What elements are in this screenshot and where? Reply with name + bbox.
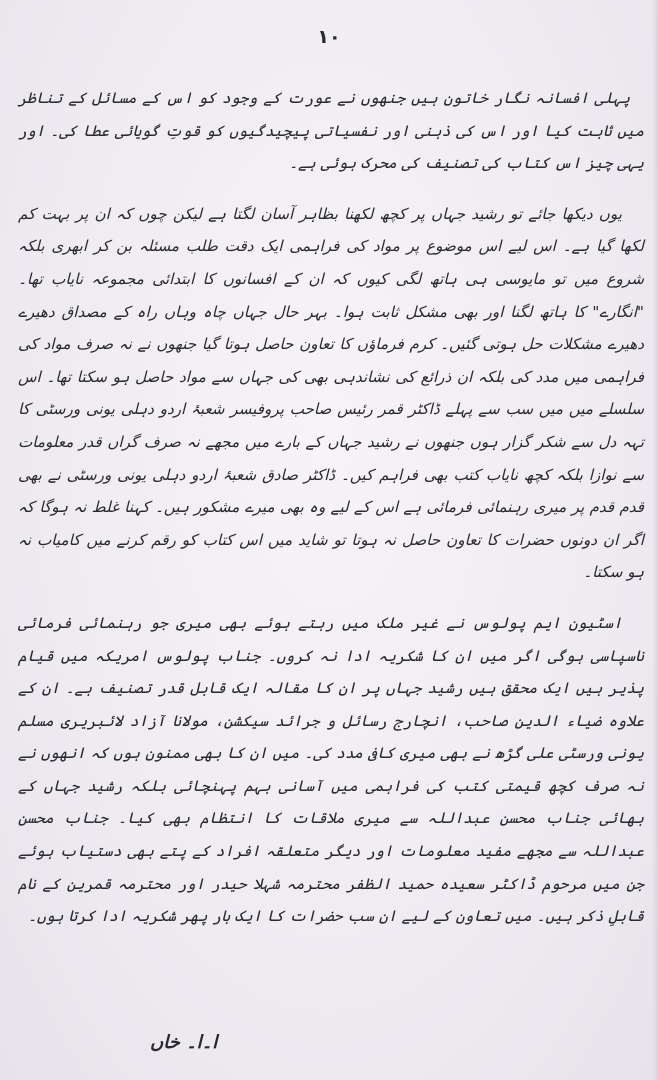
body-text <box>18 82 644 951</box>
page-edge-shadow <box>652 0 658 1080</box>
paragraph-1: پہلی افسانہ نگار خاتون ہیں جنھوں نے عورت کے وجود کو اس کے مسائل کے تناظر میں ثابت کیا اور اس کی ذہنی اور نفسیاتی پیچیدگیوں کو قوتِ گویائی عطا کی۔ اور یہی چیز اس کتاب کی تصنیف کی محرک ہوئی ہے۔ <box>18 89 644 173</box>
paragraph-2: یوں دیکھا جائے تو رشید جہاں پر کچھ لکھنا بظاہر آسان لگتا ہے لیکن چوں کہ ان پر بہت کم لکھا گیا ہے۔ اس لیے اس موضوع پر مواد کی فراہمی ایک دقت طلب مسئلہ بن کر ابھری بلکہ شروع میں تو مایوسی ہی ہاتھ لگی کیوں کہ ان کے افسانوں کا ابتدائی مجموعہ نایاب تھا۔ "انگارے" کا ہاتھ لگنا اور بھی مشکل ثابت ہوا۔ بہر حال جہاں چاہ وہاں راہ کے مصداق دھیرے دھیرے مشکلات حل ہوتی گئیں۔ کرم فرماؤں کا تعاون حاصل ہوتا گیا جنھوں نے نہ صرف مواد کی فراہمی میں مدد کی بلکہ ان ذرائع کی نشاندہی بھی کی جہاں سے مواد حاصل ہو سکتا تھا۔ اس سلسلے میں میں سب سے پہلے ڈاکٹر قمر رئیس صاحب پروفیسر شعبۂ اردو دہلی یونی ورسٹی کا تہہ دل سے شکر گزار ہوں جنھوں نے رشید جہاں کے بارے میں مجھے نہ صرف گراں قدر معلومات سے نوازا بلکہ کچھ نایاب کتب بھی فراہم کیں۔ ڈاکٹر صادق شعبۂ اردو دہلی یونی ورسٹی نے بھی قدم قدم پر میری رہنمائی فرمائی ہے اس کے لیے وہ بھی میرے مشکور ہیں۔ کہنا غلط نہ ہوگا کہ اگر ان دونوں حضرات کا تعاون حاصل نہ ہوتا تو شاید میں اس کتاب کو رقم کرنے میں کامیاب نہ ہو سکتا۔ <box>18 204 644 582</box>
page-number: ۱۰ <box>317 26 341 48</box>
author-signature: ا۔ا۔ خاں <box>150 1032 218 1053</box>
paragraph-3: اسٹیون ایم پولوس نے غیر ملک میں رہتے ہوئے بھی میری جو رہنمائی فرمائی ناسپاسی ہوگی اگر میں ان کا شکریہ ادا نہ کروں۔ جناب پولوس امریکہ میں قیام پذیر ہیں ایک محقق ہیں رشید جہاں پر ان کا مقالہ ایک قابل قدر تصنیف ہے۔ ان کے علاوہ ضیاء الدین صاحب، انچارج رسائل و جرائد سیکشن، مولانا آزاد لائبریری مسلم یونی ورسٹی علی گڑھ نے بھی میری کافی مدد کی۔ میں ان کا بھی ممنون ہوں کہ انھوں نے نہ صرف کچھ قیمتی کتب کی فراہمی میں آسانی بہم پہنچائی بلکہ رشید جہاں کے بھائی جناب محسن عبداللہ سے میری ملاقات کا انتظام بھی کیا۔ جناب محسن عبداللہ سے مجھے مفید معلومات اور دیگر متعلقہ افراد کے پتے بھی دستیاب ہوئے جن میں مرحوم ڈاکٹر سعیدہ حمید الظفر محترمہ شہلا حیدر اور محترمہ قمرین کے نام قابلِ ذکر ہیں۔ میں تعاون کے لیے ان سب حضرات کا ایک بار پھر شکریہ ادا کرتا ہوں۔ <box>18 613 644 926</box>
